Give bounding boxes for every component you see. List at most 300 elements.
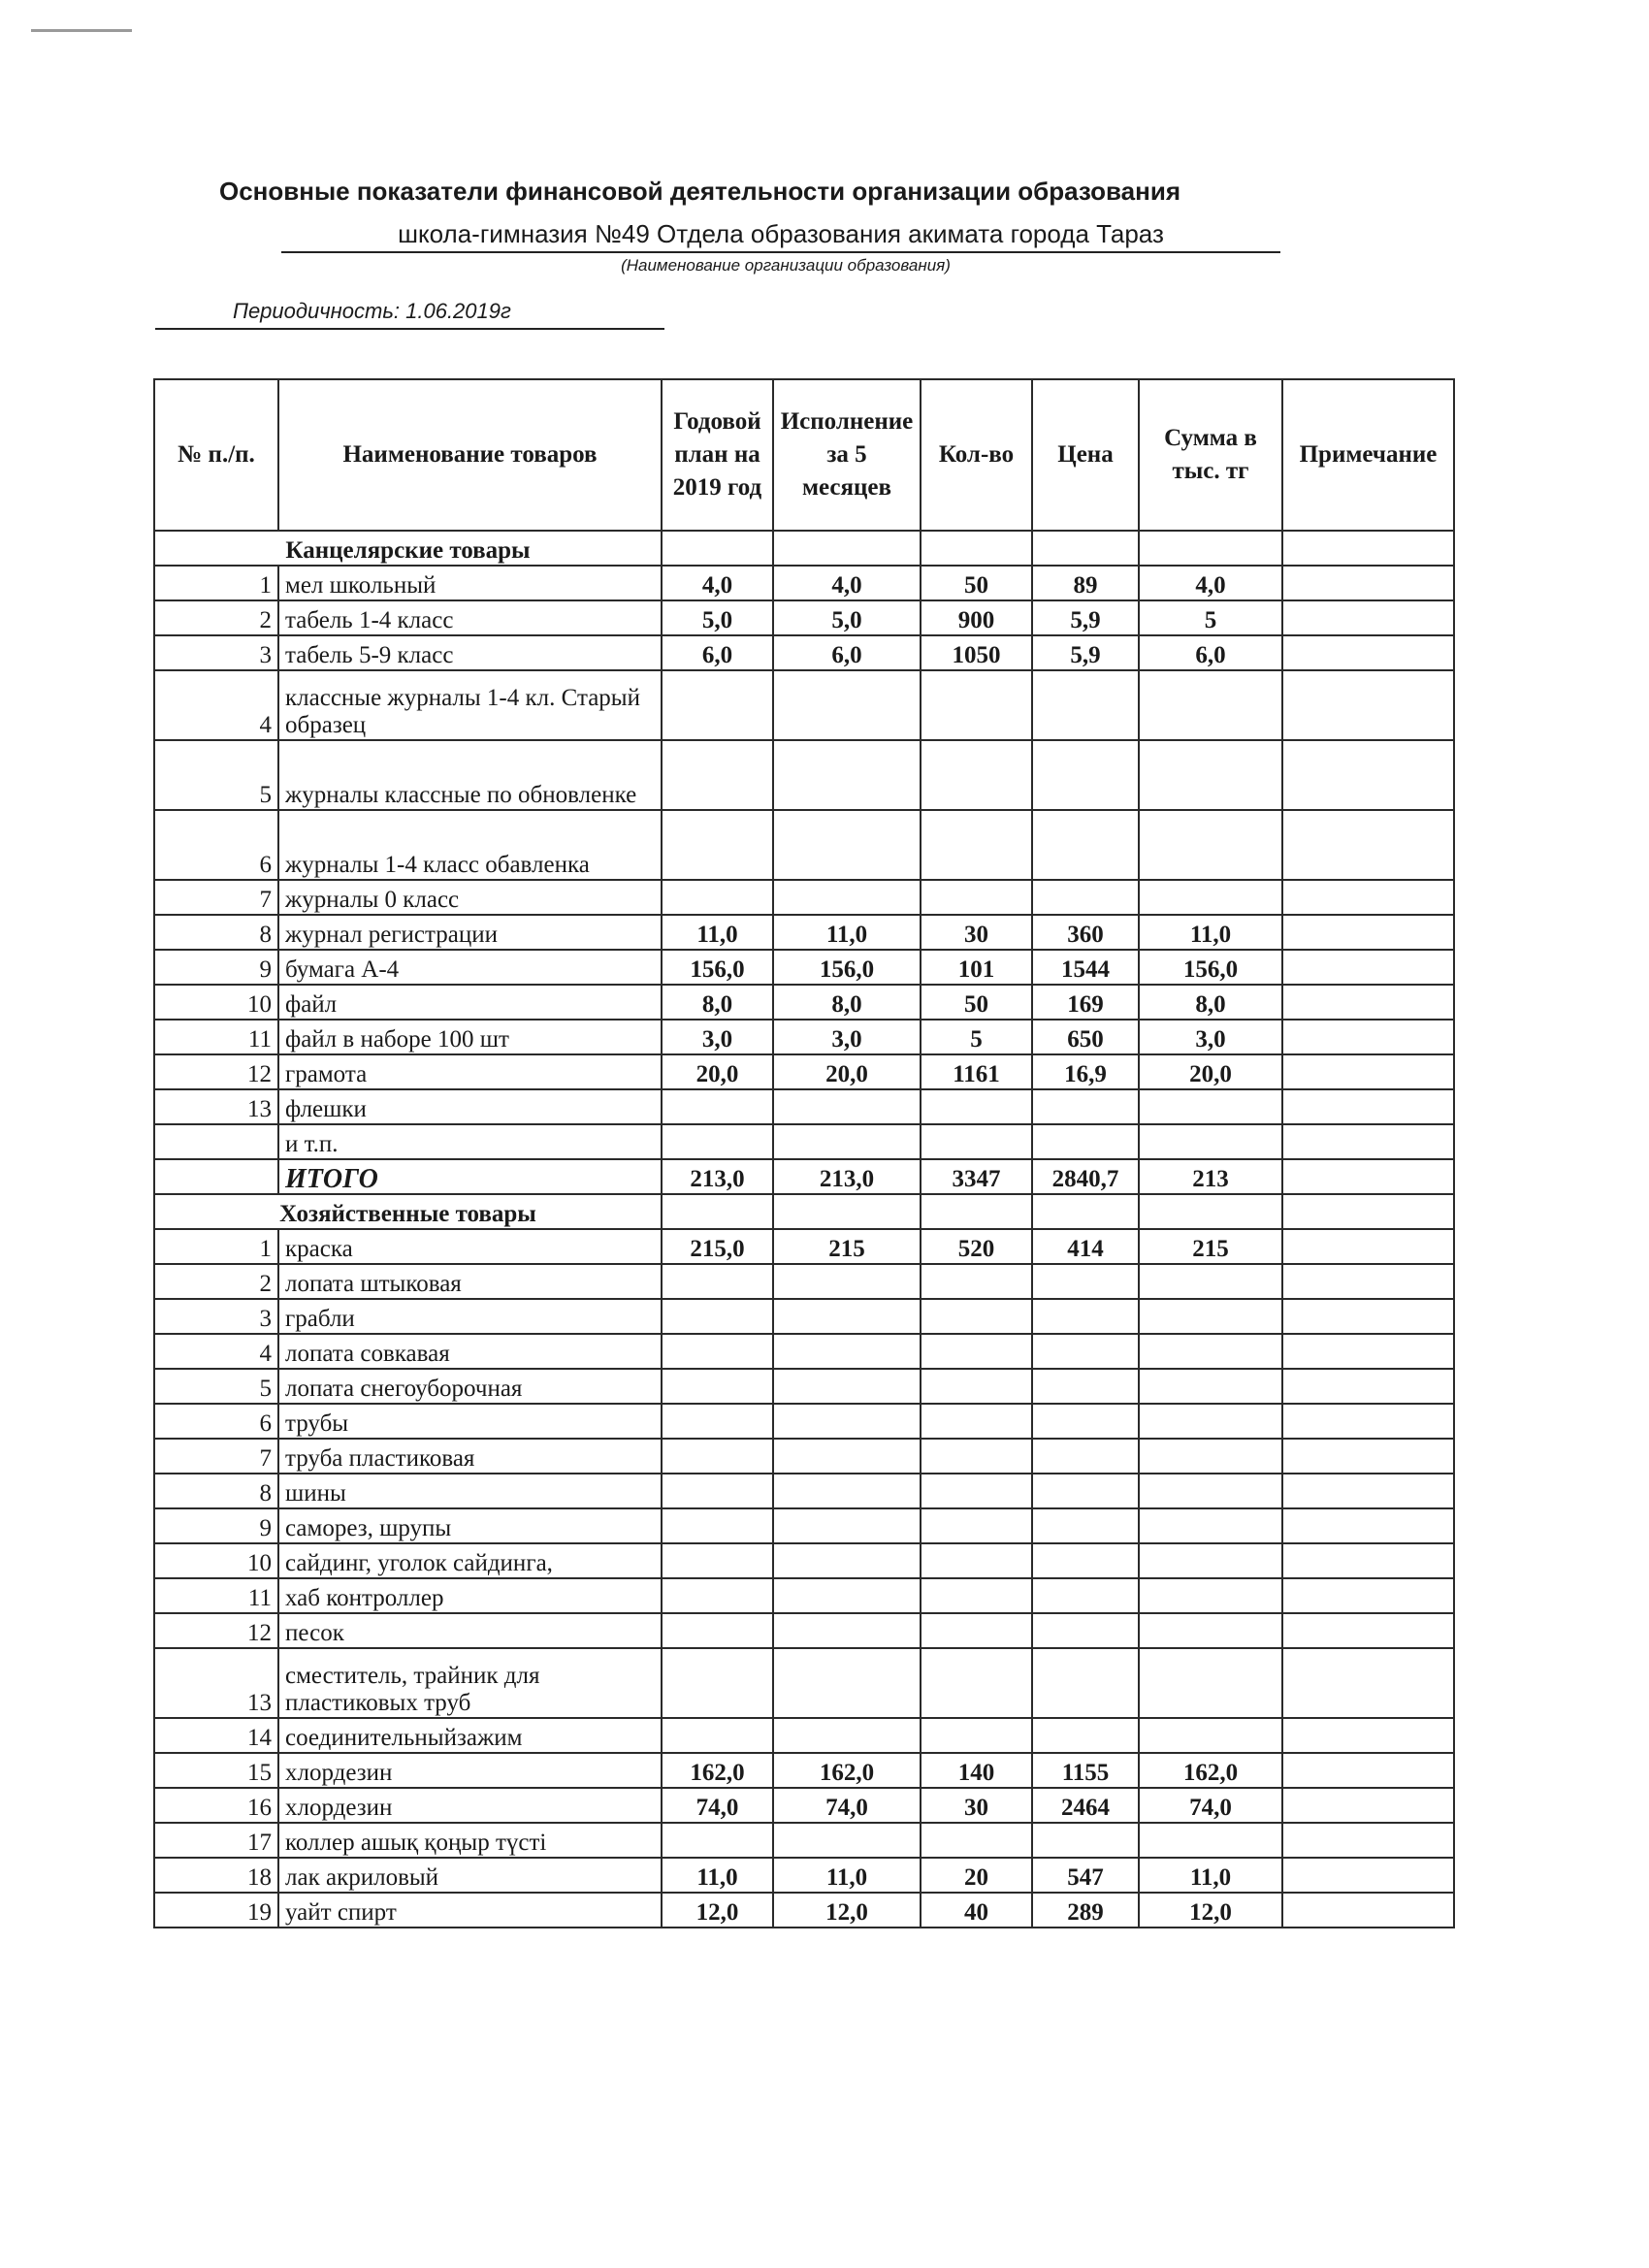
cell-number: 12 xyxy=(154,1054,278,1089)
cell-sum: 162,0 xyxy=(1139,1753,1282,1788)
table-row xyxy=(154,1613,1454,1648)
cell-price xyxy=(1032,1089,1139,1124)
table-row xyxy=(154,1753,1454,1788)
cell-sum xyxy=(1139,1474,1282,1508)
cell-number: 3 xyxy=(154,1299,278,1334)
table-row xyxy=(154,1334,1454,1369)
cell-price xyxy=(1032,810,1139,880)
cell-price: 2464 xyxy=(1032,1788,1139,1823)
cell-number: 17 xyxy=(154,1823,278,1858)
cell-qty: 50 xyxy=(921,566,1032,600)
cell-done xyxy=(773,1264,921,1299)
cell-name: лопата снегоуборочная xyxy=(278,1369,662,1404)
cell-done xyxy=(773,740,921,810)
cell-plan xyxy=(662,1124,773,1159)
cell-note xyxy=(1282,1788,1454,1823)
table-header-row xyxy=(154,379,1454,531)
cell-price xyxy=(1032,1439,1139,1474)
cell-sum xyxy=(1139,1299,1282,1334)
cell-plan: 20,0 xyxy=(662,1054,773,1089)
table-row xyxy=(154,950,1454,985)
cell-sum: 5 xyxy=(1139,600,1282,635)
cell-note xyxy=(1282,1089,1454,1124)
empty-cell xyxy=(1139,1194,1282,1229)
cell-plan xyxy=(662,1508,773,1543)
col-header-name: Наименование товаров xyxy=(278,379,662,531)
cell-done xyxy=(773,1578,921,1613)
table-row xyxy=(154,880,1454,915)
cell-sum xyxy=(1139,670,1282,740)
cell-sum xyxy=(1139,1369,1282,1404)
cell-plan xyxy=(662,1264,773,1299)
cell-done xyxy=(773,1823,921,1858)
cell-qty xyxy=(921,1404,1032,1439)
cell-qty xyxy=(921,1508,1032,1543)
cell-done xyxy=(773,1089,921,1124)
total-sum: 213 xyxy=(1139,1159,1282,1194)
cell-number: 4 xyxy=(154,1334,278,1369)
total-done: 213,0 xyxy=(773,1159,921,1194)
cell-sum: 4,0 xyxy=(1139,566,1282,600)
cell-qty xyxy=(921,1578,1032,1613)
table-row xyxy=(154,1823,1454,1858)
table-row xyxy=(154,1124,1454,1159)
cell-number: 13 xyxy=(154,1089,278,1124)
col-header-done: Исполнение за 5 месяцев xyxy=(773,379,921,531)
cell-done xyxy=(773,880,921,915)
cell-sum xyxy=(1139,1718,1282,1753)
empty-cell xyxy=(1032,531,1139,566)
col-header-plan: Годовой план на 2019 год xyxy=(662,379,773,531)
cell-qty xyxy=(921,1823,1032,1858)
col-header-number: № п./п. xyxy=(154,379,278,531)
table-row xyxy=(154,670,1454,740)
cell-number: 11 xyxy=(154,1578,278,1613)
cell-plan xyxy=(662,1613,773,1648)
cell-note xyxy=(1282,1229,1454,1264)
table-row xyxy=(154,1648,1454,1718)
cell-name: уайт спирт xyxy=(278,1893,662,1928)
cell-name: журналы 0 класс xyxy=(278,880,662,915)
cell-note xyxy=(1282,1264,1454,1299)
total-label: ИТОГО xyxy=(278,1159,662,1194)
cell-done: 4,0 xyxy=(773,566,921,600)
table-row xyxy=(154,1474,1454,1508)
table-row xyxy=(154,1893,1454,1928)
table-row xyxy=(154,635,1454,670)
cell-name: файл xyxy=(278,985,662,1020)
cell-note xyxy=(1282,1439,1454,1474)
cell-name: хаб контроллер xyxy=(278,1578,662,1613)
cell-plan: 3,0 xyxy=(662,1020,773,1054)
cell-number: 8 xyxy=(154,1474,278,1508)
table-row xyxy=(154,1020,1454,1054)
cell-note xyxy=(1282,1334,1454,1369)
cell-qty: 520 xyxy=(921,1229,1032,1264)
cell-sum xyxy=(1139,1578,1282,1613)
cell-note xyxy=(1282,915,1454,950)
table-row xyxy=(154,1718,1454,1753)
table-row xyxy=(154,1404,1454,1439)
cell-sum: 20,0 xyxy=(1139,1054,1282,1089)
cell-number: 2 xyxy=(154,1264,278,1299)
cell-done: 162,0 xyxy=(773,1753,921,1788)
cell-sum: 8,0 xyxy=(1139,985,1282,1020)
cell-sum xyxy=(1139,1543,1282,1578)
cell-sum: 156,0 xyxy=(1139,950,1282,985)
cell-price xyxy=(1032,1543,1139,1578)
cell-number: 5 xyxy=(154,1369,278,1404)
cell-number: 1 xyxy=(154,566,278,600)
cell-price xyxy=(1032,1474,1139,1508)
cell-sum xyxy=(1139,1508,1282,1543)
cell-qty xyxy=(921,1613,1032,1648)
cell-number: 7 xyxy=(154,880,278,915)
cell-price: 414 xyxy=(1032,1229,1139,1264)
cell-name: журнал регистрации xyxy=(278,915,662,950)
cell-note xyxy=(1282,670,1454,740)
cell-note xyxy=(1282,1718,1454,1753)
cell-qty xyxy=(921,880,1032,915)
cell-done xyxy=(773,1543,921,1578)
cell-note xyxy=(1282,1508,1454,1543)
table-row xyxy=(154,1578,1454,1613)
table-row xyxy=(154,1264,1454,1299)
cell-sum xyxy=(1139,1089,1282,1124)
cell-number: 10 xyxy=(154,985,278,1020)
col-header-sum: Сумма в тыс. тг xyxy=(1139,379,1282,531)
cell-price xyxy=(1032,1718,1139,1753)
empty-cell xyxy=(154,1159,278,1194)
table-row xyxy=(154,1788,1454,1823)
cell-sum xyxy=(1139,880,1282,915)
cell-qty xyxy=(921,740,1032,810)
cell-number: 11 xyxy=(154,1020,278,1054)
cell-note xyxy=(1282,635,1454,670)
empty-cell xyxy=(773,531,921,566)
cell-done: 6,0 xyxy=(773,635,921,670)
cell-plan xyxy=(662,1474,773,1508)
cell-price: 169 xyxy=(1032,985,1139,1020)
cell-done xyxy=(773,1334,921,1369)
table-row xyxy=(154,985,1454,1020)
empty-cell xyxy=(662,1194,773,1229)
period-label: Периодичность: 1.06.2019г xyxy=(155,299,664,330)
table-row xyxy=(154,1858,1454,1893)
cell-name: трубы xyxy=(278,1404,662,1439)
cell-note xyxy=(1282,880,1454,915)
section-header-row xyxy=(154,531,1454,566)
cell-note xyxy=(1282,1369,1454,1404)
empty-cell xyxy=(1139,531,1282,566)
cell-price: 650 xyxy=(1032,1020,1139,1054)
cell-done xyxy=(773,810,921,880)
cell-plan: 215,0 xyxy=(662,1229,773,1264)
cell-number xyxy=(154,1124,278,1159)
cell-price xyxy=(1032,1124,1139,1159)
cell-sum xyxy=(1139,740,1282,810)
cell-name: труба пластиковая xyxy=(278,1439,662,1474)
cell-sum: 11,0 xyxy=(1139,1858,1282,1893)
cell-price xyxy=(1032,1264,1139,1299)
cell-price xyxy=(1032,1334,1139,1369)
cell-number: 14 xyxy=(154,1718,278,1753)
cell-qty: 101 xyxy=(921,950,1032,985)
cell-plan: 74,0 xyxy=(662,1788,773,1823)
cell-price: 360 xyxy=(1032,915,1139,950)
cell-note xyxy=(1282,1823,1454,1858)
cell-qty xyxy=(921,1369,1032,1404)
cell-plan xyxy=(662,1089,773,1124)
cell-price xyxy=(1032,1578,1139,1613)
cell-done: 8,0 xyxy=(773,985,921,1020)
scan-mark xyxy=(31,29,132,32)
cell-sum xyxy=(1139,1404,1282,1439)
cell-price: 1544 xyxy=(1032,950,1139,985)
total-note xyxy=(1282,1159,1454,1194)
cell-note xyxy=(1282,1054,1454,1089)
cell-sum xyxy=(1139,1264,1282,1299)
document-title: Основные показатели финансовой деятельности организации образования xyxy=(219,177,1180,206)
cell-name: флешки xyxy=(278,1089,662,1124)
cell-name: табель 1-4 класс xyxy=(278,600,662,635)
cell-plan xyxy=(662,740,773,810)
table-row xyxy=(154,1229,1454,1264)
cell-done xyxy=(773,1124,921,1159)
cell-done: 11,0 xyxy=(773,915,921,950)
total-row xyxy=(154,1159,1454,1194)
table-row xyxy=(154,1543,1454,1578)
cell-note xyxy=(1282,1299,1454,1334)
cell-done xyxy=(773,1299,921,1334)
cell-qty: 900 xyxy=(921,600,1032,635)
cell-note xyxy=(1282,985,1454,1020)
cell-plan xyxy=(662,1439,773,1474)
cell-name: саморез, шрупы xyxy=(278,1508,662,1543)
cell-qty: 1161 xyxy=(921,1054,1032,1089)
cell-done: 156,0 xyxy=(773,950,921,985)
cell-done xyxy=(773,1474,921,1508)
cell-note xyxy=(1282,1543,1454,1578)
cell-name: песок xyxy=(278,1613,662,1648)
cell-sum xyxy=(1139,1613,1282,1648)
cell-done xyxy=(773,1508,921,1543)
cell-plan xyxy=(662,1648,773,1718)
empty-cell xyxy=(1032,1194,1139,1229)
cell-sum xyxy=(1139,810,1282,880)
cell-note xyxy=(1282,810,1454,880)
cell-name: соединительныйзажим xyxy=(278,1718,662,1753)
cell-price xyxy=(1032,1613,1139,1648)
cell-sum xyxy=(1139,1124,1282,1159)
cell-done: 215 xyxy=(773,1229,921,1264)
cell-number: 6 xyxy=(154,1404,278,1439)
cell-price: 89 xyxy=(1032,566,1139,600)
cell-plan xyxy=(662,1404,773,1439)
cell-sum: 6,0 xyxy=(1139,635,1282,670)
cell-note xyxy=(1282,1753,1454,1788)
table-row xyxy=(154,810,1454,880)
cell-plan xyxy=(662,1369,773,1404)
cell-plan xyxy=(662,880,773,915)
cell-sum xyxy=(1139,1648,1282,1718)
cell-name: файл в наборе 100 шт xyxy=(278,1020,662,1054)
cell-qty xyxy=(921,1264,1032,1299)
cell-price xyxy=(1032,1823,1139,1858)
cell-note xyxy=(1282,1858,1454,1893)
cell-price xyxy=(1032,1404,1139,1439)
cell-price: 1155 xyxy=(1032,1753,1139,1788)
cell-price: 5,9 xyxy=(1032,600,1139,635)
cell-price xyxy=(1032,1508,1139,1543)
cell-plan: 4,0 xyxy=(662,566,773,600)
cell-note xyxy=(1282,1020,1454,1054)
cell-name: мел школьный xyxy=(278,566,662,600)
cell-qty xyxy=(921,1299,1032,1334)
col-header-note: Примечание xyxy=(1282,379,1454,531)
cell-qty xyxy=(921,1718,1032,1753)
table-row xyxy=(154,1299,1454,1334)
cell-note xyxy=(1282,1613,1454,1648)
cell-price xyxy=(1032,880,1139,915)
cell-price xyxy=(1032,1299,1139,1334)
cell-plan xyxy=(662,810,773,880)
cell-qty: 30 xyxy=(921,1788,1032,1823)
cell-number: 15 xyxy=(154,1753,278,1788)
empty-cell xyxy=(921,1194,1032,1229)
cell-sum xyxy=(1139,1823,1282,1858)
table-row xyxy=(154,1089,1454,1124)
cell-note xyxy=(1282,740,1454,810)
cell-qty xyxy=(921,1474,1032,1508)
cell-plan xyxy=(662,670,773,740)
cell-price xyxy=(1032,1369,1139,1404)
cell-plan: 11,0 xyxy=(662,915,773,950)
cell-done xyxy=(773,1718,921,1753)
total-price: 2840,7 xyxy=(1032,1159,1139,1194)
table-row xyxy=(154,1508,1454,1543)
cell-qty: 50 xyxy=(921,985,1032,1020)
cell-done: 3,0 xyxy=(773,1020,921,1054)
table-row xyxy=(154,566,1454,600)
cell-note xyxy=(1282,1893,1454,1928)
cell-sum: 11,0 xyxy=(1139,915,1282,950)
cell-number: 9 xyxy=(154,950,278,985)
cell-number: 13 xyxy=(154,1648,278,1718)
total-plan: 213,0 xyxy=(662,1159,773,1194)
total-qty: 3347 xyxy=(921,1159,1032,1194)
table-row xyxy=(154,915,1454,950)
empty-cell xyxy=(773,1194,921,1229)
cell-note xyxy=(1282,1124,1454,1159)
cell-qty xyxy=(921,1089,1032,1124)
cell-plan xyxy=(662,1543,773,1578)
cell-name: хлордезин xyxy=(278,1788,662,1823)
cell-note xyxy=(1282,600,1454,635)
cell-name: журналы 1-4 класс обавленка xyxy=(278,810,662,880)
cell-done xyxy=(773,1648,921,1718)
organization-name: школа-гимназия №49 Отдела образования акимата города Тараз xyxy=(281,219,1280,253)
cell-done xyxy=(773,1439,921,1474)
cell-done: 12,0 xyxy=(773,1893,921,1928)
cell-qty xyxy=(921,1124,1032,1159)
cell-plan: 11,0 xyxy=(662,1858,773,1893)
cell-note xyxy=(1282,1474,1454,1508)
goods-table xyxy=(153,378,1455,1928)
cell-note xyxy=(1282,1404,1454,1439)
cell-done: 74,0 xyxy=(773,1788,921,1823)
cell-sum xyxy=(1139,1334,1282,1369)
cell-done xyxy=(773,1404,921,1439)
cell-plan xyxy=(662,1334,773,1369)
cell-plan: 162,0 xyxy=(662,1753,773,1788)
cell-plan: 12,0 xyxy=(662,1893,773,1928)
cell-done: 11,0 xyxy=(773,1858,921,1893)
cell-plan: 5,0 xyxy=(662,600,773,635)
cell-name: коллер ашық қоңыр түсті xyxy=(278,1823,662,1858)
cell-number: 8 xyxy=(154,915,278,950)
cell-name: бумага А-4 xyxy=(278,950,662,985)
cell-name: лак акриловый xyxy=(278,1858,662,1893)
cell-number: 16 xyxy=(154,1788,278,1823)
cell-name: классные журналы 1-4 кл. Старый образец xyxy=(278,670,662,740)
cell-sum: 215 xyxy=(1139,1229,1282,1264)
cell-qty: 30 xyxy=(921,915,1032,950)
cell-name: и т.п. xyxy=(278,1124,662,1159)
cell-number: 4 xyxy=(154,670,278,740)
cell-sum xyxy=(1139,1439,1282,1474)
cell-qty xyxy=(921,1543,1032,1578)
empty-cell xyxy=(1282,1194,1454,1229)
table-row xyxy=(154,600,1454,635)
section-title: Канцелярские товары xyxy=(154,531,662,566)
cell-price xyxy=(1032,740,1139,810)
cell-name: лопата штыковая xyxy=(278,1264,662,1299)
cell-name: шины xyxy=(278,1474,662,1508)
cell-plan: 6,0 xyxy=(662,635,773,670)
cell-qty: 1050 xyxy=(921,635,1032,670)
cell-number: 1 xyxy=(154,1229,278,1264)
cell-sum: 3,0 xyxy=(1139,1020,1282,1054)
table-row xyxy=(154,740,1454,810)
cell-plan: 156,0 xyxy=(662,950,773,985)
col-header-price: Цена xyxy=(1032,379,1139,531)
cell-qty xyxy=(921,670,1032,740)
cell-qty: 40 xyxy=(921,1893,1032,1928)
cell-number: 7 xyxy=(154,1439,278,1474)
cell-price: 16,9 xyxy=(1032,1054,1139,1089)
cell-number: 18 xyxy=(154,1858,278,1893)
cell-note xyxy=(1282,950,1454,985)
cell-plan xyxy=(662,1718,773,1753)
cell-note xyxy=(1282,566,1454,600)
cell-price: 289 xyxy=(1032,1893,1139,1928)
cell-number: 3 xyxy=(154,635,278,670)
cell-name: грамота xyxy=(278,1054,662,1089)
cell-number: 5 xyxy=(154,740,278,810)
cell-name: краска xyxy=(278,1229,662,1264)
cell-name: лопата совкавая xyxy=(278,1334,662,1369)
cell-plan xyxy=(662,1299,773,1334)
organization-caption: (Наименование организации образования) xyxy=(621,256,951,275)
cell-number: 12 xyxy=(154,1613,278,1648)
table-row xyxy=(154,1369,1454,1404)
cell-price xyxy=(1032,670,1139,740)
cell-price xyxy=(1032,1648,1139,1718)
cell-note xyxy=(1282,1648,1454,1718)
cell-plan xyxy=(662,1578,773,1613)
section-header-row xyxy=(154,1194,1454,1229)
